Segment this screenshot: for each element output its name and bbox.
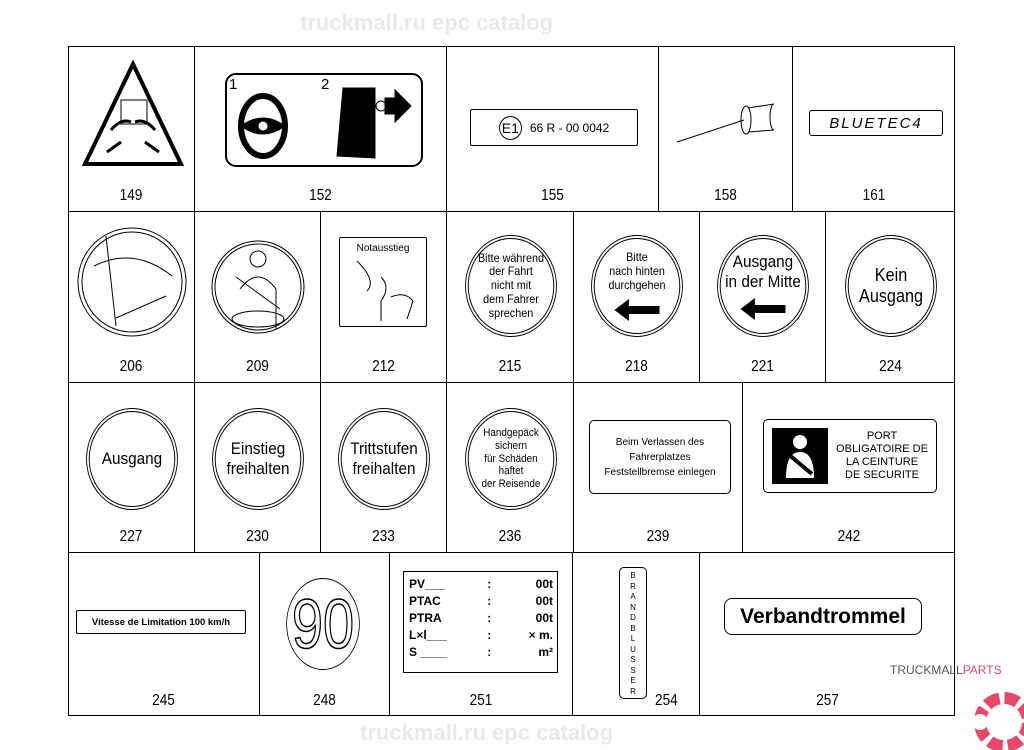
sign-text-line: nicht mit bbox=[490, 278, 531, 293]
part-number: 224 bbox=[879, 358, 902, 375]
label-line: DE SECURITE bbox=[845, 469, 919, 481]
part-cell-227[interactable] bbox=[68, 383, 195, 553]
part-cell-209[interactable] bbox=[195, 212, 321, 383]
watermark-text: truckmall.ru epc catalog bbox=[300, 10, 554, 35]
table-row bbox=[406, 593, 556, 610]
part-cell-152[interactable] bbox=[195, 46, 447, 212]
rivet-icon bbox=[674, 96, 774, 146]
part-cell-233[interactable] bbox=[321, 383, 447, 553]
sign-circle bbox=[720, 238, 806, 334]
part-number: 233 bbox=[372, 528, 395, 545]
approval-number: 66 R - 00 0042 bbox=[529, 120, 610, 135]
letter: N bbox=[630, 602, 636, 612]
approval-label bbox=[470, 109, 638, 146]
sign-text-line: Trittstufen bbox=[350, 439, 418, 459]
part-number: 218 bbox=[625, 358, 648, 375]
part-cell-236[interactable] bbox=[447, 383, 574, 553]
part-number: 212 bbox=[372, 358, 395, 375]
label-line: Fahrerplatzes bbox=[629, 451, 691, 463]
part-number: 158 bbox=[714, 187, 737, 204]
seatbelt-obligatory-label bbox=[763, 419, 937, 493]
label-line: PORT bbox=[866, 430, 898, 442]
weight-table bbox=[406, 576, 556, 661]
window-circle-icon bbox=[76, 226, 188, 338]
letter: A bbox=[630, 592, 636, 601]
letter: R bbox=[630, 686, 636, 696]
sign-text-line: Bitte während bbox=[477, 250, 544, 265]
sign-text-line: freihalten bbox=[226, 459, 290, 478]
part-number: 206 bbox=[119, 358, 143, 375]
label-text bbox=[836, 430, 928, 482]
table-cell: : bbox=[487, 594, 492, 608]
sign-text-line: sichern bbox=[494, 440, 527, 453]
sign-circle bbox=[467, 411, 553, 507]
letter: E bbox=[630, 676, 636, 685]
letter: L bbox=[630, 634, 636, 643]
table-cell: : bbox=[487, 577, 492, 591]
sign-text-line: der Fahrt bbox=[488, 264, 533, 279]
sign-text-line: haftet bbox=[498, 465, 523, 478]
table-cell: PTAC bbox=[409, 594, 441, 608]
extinguisher-label bbox=[619, 567, 647, 699]
sign-text-line: dem Fahrer bbox=[482, 291, 539, 306]
part-cell-155[interactable] bbox=[447, 46, 659, 212]
sign-circle bbox=[594, 238, 680, 334]
sign-circle bbox=[341, 411, 427, 507]
step-number: 1 bbox=[229, 76, 238, 93]
table-cell: L×l___ bbox=[409, 628, 447, 642]
sign-text-line: Handgepäck bbox=[482, 427, 539, 440]
hammer-hand-icon bbox=[351, 257, 421, 323]
sign-circle bbox=[847, 238, 933, 334]
table-row bbox=[406, 576, 556, 593]
seatbelt-icon bbox=[772, 428, 828, 484]
label-line: LA CEINTURE bbox=[845, 456, 919, 468]
part-cell-212[interactable] bbox=[321, 212, 447, 383]
sign-text-line: für Schäden bbox=[483, 452, 538, 465]
letter: S bbox=[630, 665, 636, 675]
part-number: 221 bbox=[751, 358, 774, 375]
label-line: Beim Verlassen des bbox=[615, 436, 705, 448]
svg-text:TRUCKMALLPARTS: TRUCKMALLPARTS bbox=[890, 663, 1002, 677]
table-cell: 00t bbox=[535, 611, 553, 625]
sign-text-line: durchgehen bbox=[608, 277, 666, 292]
step-number: 2 bbox=[321, 76, 330, 93]
part-cell-161[interactable] bbox=[793, 46, 955, 212]
sign-text-line: Ausgang bbox=[101, 449, 162, 469]
part-cell-215[interactable] bbox=[447, 212, 574, 383]
sign-circle bbox=[467, 238, 553, 334]
letter: B bbox=[630, 571, 636, 580]
sign-text-line: Ausgang bbox=[732, 252, 794, 272]
speed-90-disc: 90 bbox=[286, 578, 360, 670]
first-aid-label: Verbandtrommel bbox=[724, 598, 922, 635]
label-line: Feststellbremse einlegen bbox=[604, 466, 716, 478]
letter: S bbox=[630, 655, 636, 664]
part-number: 155 bbox=[541, 187, 564, 204]
speed-limit-label: Vitesse de Limitation 100 km/h bbox=[76, 610, 246, 634]
truckmall-logo bbox=[860, 660, 1024, 750]
part-number: 251 bbox=[469, 692, 493, 709]
sign-text-line: Bitte bbox=[626, 250, 648, 265]
table-row bbox=[406, 644, 556, 661]
letter: D bbox=[630, 613, 636, 622]
sign-text-line: in der Mitte bbox=[725, 272, 801, 291]
part-cell-254[interactable] bbox=[573, 553, 700, 716]
letter: B bbox=[630, 623, 636, 633]
part-number: 161 bbox=[862, 187, 886, 204]
table-row bbox=[406, 627, 556, 644]
part-cell-242[interactable] bbox=[743, 383, 955, 553]
sign-text-line: Einstieg bbox=[230, 439, 286, 459]
weight-plate bbox=[403, 571, 558, 673]
table-cell: m² bbox=[538, 645, 553, 659]
part-number: 230 bbox=[246, 528, 269, 545]
part-cell-224[interactable] bbox=[826, 212, 955, 383]
part-cell-230[interactable] bbox=[195, 383, 321, 553]
letter: R bbox=[630, 581, 636, 591]
table-cell: 00t bbox=[535, 594, 553, 608]
part-number: 245 bbox=[152, 692, 175, 709]
sign-text-line: freihalten bbox=[352, 459, 416, 478]
part-cell-239[interactable] bbox=[574, 383, 743, 553]
warning-triangle-icon bbox=[81, 60, 185, 170]
sign-text-line: der Reisende bbox=[481, 477, 540, 490]
letter: U bbox=[630, 644, 636, 654]
arrow-left-icon bbox=[741, 298, 786, 320]
bluetec-badge-icon: BLUETEC4 bbox=[809, 110, 943, 136]
parking-brake-label bbox=[589, 420, 731, 494]
part-cell-158[interactable] bbox=[659, 46, 793, 212]
label-line: OBLIGATOIRE DE bbox=[836, 443, 928, 455]
part-number: 236 bbox=[498, 528, 522, 545]
table-cell: 00t bbox=[535, 577, 553, 591]
part-number: 239 bbox=[646, 528, 670, 545]
part-number: 248 bbox=[313, 692, 336, 709]
part-number: 149 bbox=[119, 187, 143, 204]
part-cell-149[interactable] bbox=[68, 46, 195, 212]
sign-circle bbox=[215, 411, 301, 507]
part-number: 254 bbox=[655, 692, 678, 709]
table-cell: PV___ bbox=[409, 577, 446, 591]
table-cell: : bbox=[487, 628, 492, 642]
part-cell-218[interactable] bbox=[574, 212, 700, 383]
part-cell-251[interactable] bbox=[390, 553, 573, 716]
part-number: 257 bbox=[816, 692, 839, 709]
part-cell-248[interactable] bbox=[260, 553, 390, 716]
sign-text-line: sprechen bbox=[488, 305, 533, 320]
arrow-left-icon bbox=[615, 299, 660, 321]
table-cell: × m. bbox=[528, 628, 553, 642]
part-number: 209 bbox=[246, 358, 269, 375]
part-number: 227 bbox=[119, 528, 143, 545]
part-cell-221[interactable] bbox=[700, 212, 826, 383]
table-cell: PTRA bbox=[409, 611, 442, 625]
table-cell: : bbox=[487, 611, 492, 625]
part-number: 242 bbox=[837, 528, 861, 545]
part-number: 215 bbox=[498, 358, 522, 375]
table-cell: S ____ bbox=[409, 645, 448, 659]
sign-text-line: Ausgang bbox=[858, 286, 923, 306]
sign-text-line: Kein bbox=[874, 265, 907, 286]
part-cell-206[interactable] bbox=[68, 212, 195, 383]
table-row bbox=[406, 610, 556, 627]
sign-circle bbox=[88, 411, 174, 507]
watermark-text: truckmall.ru epc catalog bbox=[360, 720, 614, 745]
part-cell-245[interactable] bbox=[68, 553, 260, 716]
notausstieg-text: Notausstieg bbox=[356, 243, 410, 254]
seatbelt-driver-icon bbox=[210, 239, 306, 335]
table-cell: : bbox=[487, 645, 492, 659]
part-number: 152 bbox=[309, 187, 332, 204]
e1-mark-icon: E1 bbox=[499, 116, 522, 140]
sign-text-line: nach hinten bbox=[609, 264, 665, 279]
